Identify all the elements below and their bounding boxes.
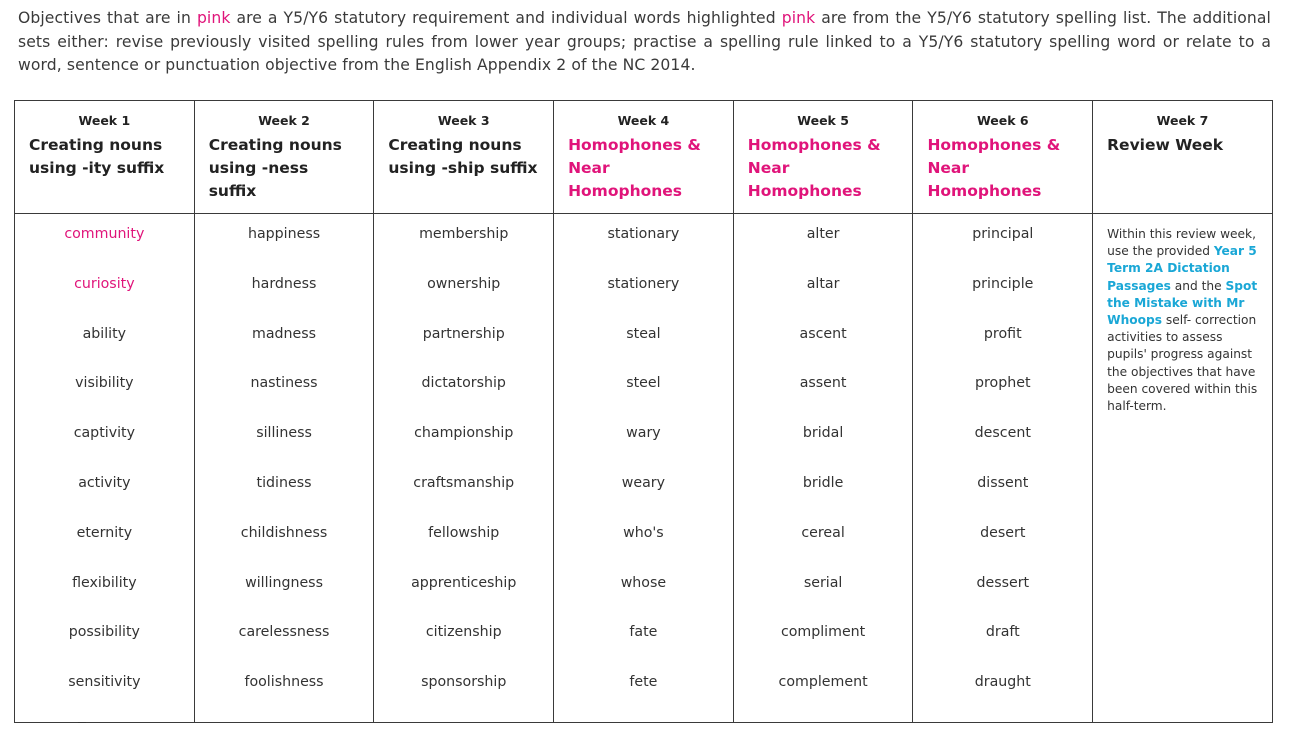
intro-text-2: are a Y5/Y6 statutory requirement and individual words highlighted bbox=[230, 9, 782, 27]
spelling-word: draft bbox=[985, 624, 1020, 641]
spelling-word: desert bbox=[980, 524, 1026, 541]
spot-the-mistake-link[interactable]: Spot the Mistake with Mr Whoops bbox=[1107, 278, 1258, 328]
spelling-word: hardness bbox=[251, 275, 317, 292]
review-week-instructions bbox=[1093, 214, 1273, 723]
header-row bbox=[15, 101, 1273, 214]
spelling-word: bridal bbox=[802, 425, 844, 442]
spelling-word: community bbox=[64, 226, 145, 242]
week-title-line-2: using -ness suffix bbox=[208, 159, 309, 200]
spelling-word: wary bbox=[626, 425, 661, 442]
spelling-word: madness bbox=[252, 325, 317, 342]
spelling-word: principal bbox=[972, 226, 1034, 242]
spelling-word: activity bbox=[78, 474, 131, 491]
week-header-6 bbox=[913, 101, 1093, 214]
spelling-word: sponsorship bbox=[421, 674, 507, 691]
spelling-word: apprenticeship bbox=[411, 574, 517, 591]
spelling-word: bridle bbox=[802, 474, 844, 491]
week-title-line-1: Homophones & bbox=[747, 136, 881, 154]
week-title-line-2: using -ship suffix bbox=[388, 159, 538, 177]
spelling-word: flexibility bbox=[72, 574, 137, 591]
spelling-word: steal bbox=[626, 325, 661, 342]
spelling-word: happiness bbox=[247, 226, 321, 242]
spelling-word: fate bbox=[629, 624, 658, 641]
spelling-word: ownership bbox=[427, 275, 501, 292]
week-header-4 bbox=[554, 101, 734, 214]
week-number: Week 4 bbox=[617, 113, 670, 128]
review-text-1: Within this review week, use the provided bbox=[1107, 227, 1256, 259]
spelling-word: carelessness bbox=[238, 624, 330, 641]
week-header-2 bbox=[194, 101, 374, 214]
review-text-3: self- correction activities to assess pupils' progress against the objectives that have been covered within this half-term. bbox=[1107, 313, 1258, 414]
intro-text-1: Objectives that are in bbox=[18, 9, 197, 27]
spelling-word: nastiness bbox=[250, 375, 318, 392]
week-number: Week 3 bbox=[437, 113, 490, 128]
spelling-word: craftsmanship bbox=[413, 474, 515, 491]
spelling-word: assent bbox=[799, 375, 847, 392]
spelling-word: sensitivity bbox=[68, 674, 141, 691]
spelling-word: stationery bbox=[607, 275, 680, 292]
spelling-word: silliness bbox=[256, 425, 312, 442]
dictation-passages-link[interactable]: Year 5 Term 2A Dictation Passages bbox=[1107, 244, 1257, 293]
spelling-word: partnership bbox=[422, 325, 505, 342]
word-list-week-2 bbox=[194, 214, 374, 723]
spelling-word: weary bbox=[621, 474, 666, 491]
week-number: Week 1 bbox=[78, 113, 131, 128]
spelling-word: dissent bbox=[977, 474, 1029, 491]
week-title-line-1: Creating nouns bbox=[208, 136, 342, 154]
spelling-word: complement bbox=[778, 674, 868, 691]
spelling-word: possibility bbox=[68, 624, 140, 641]
spelling-word: whose bbox=[620, 574, 667, 591]
week-title-line-1: Homophones & bbox=[568, 136, 701, 154]
week-title: Review Week bbox=[1107, 136, 1224, 154]
week-title-line-1: Homophones & bbox=[927, 136, 1061, 154]
spelling-word: fete bbox=[629, 674, 658, 691]
week-number: Week 6 bbox=[976, 113, 1029, 128]
spelling-word: steel bbox=[626, 375, 661, 392]
spelling-word: draught bbox=[974, 674, 1031, 691]
word-list-week-3 bbox=[374, 214, 554, 723]
week-header-1 bbox=[15, 101, 195, 214]
spelling-word: profit bbox=[983, 325, 1022, 342]
spelling-word: descent bbox=[974, 425, 1031, 442]
week-title-line-2: Near Homophones bbox=[927, 159, 1042, 200]
review-text-2: and the bbox=[1170, 278, 1226, 293]
spelling-word: captivity bbox=[73, 425, 135, 442]
words-row bbox=[15, 214, 1273, 723]
spelling-word: principle bbox=[972, 275, 1034, 292]
spelling-word: childishness bbox=[240, 524, 328, 541]
week-title-line-2: using -ity suffix bbox=[29, 159, 165, 177]
spelling-word: dictatorship bbox=[421, 375, 506, 392]
week-number: Week 7 bbox=[1156, 113, 1209, 128]
spelling-word: ability bbox=[82, 325, 127, 342]
spelling-word: prophet bbox=[975, 375, 1031, 392]
page-edge-mark bbox=[78, 722, 86, 726]
spelling-word: fellowship bbox=[428, 524, 500, 541]
spelling-word: compliment bbox=[780, 624, 866, 641]
week-title-line-1: Creating nouns bbox=[29, 136, 163, 154]
spelling-word: serial bbox=[803, 574, 843, 591]
spelling-word: altar bbox=[806, 275, 840, 292]
spelling-word: who's bbox=[623, 524, 664, 541]
intro-pink-1: pink bbox=[196, 9, 231, 27]
spelling-word: stationary bbox=[607, 226, 680, 242]
spelling-word: membership bbox=[419, 226, 509, 242]
week-title-line-1: Creating nouns bbox=[388, 136, 522, 154]
week-title-line-2: Near Homophones bbox=[568, 159, 683, 200]
spelling-word: citizenship bbox=[425, 624, 502, 641]
intro-paragraph bbox=[18, 7, 1271, 78]
word-list-week-1 bbox=[15, 214, 195, 723]
week-header-5 bbox=[733, 101, 913, 214]
spelling-word: ascent bbox=[799, 325, 847, 342]
word-list-week-6 bbox=[913, 214, 1093, 723]
week-title-line-2: Near Homophones bbox=[747, 159, 862, 200]
word-list-week-5 bbox=[733, 214, 913, 723]
spelling-word: alter bbox=[806, 226, 840, 242]
spelling-word: visibility bbox=[75, 375, 134, 392]
spelling-word: championship bbox=[414, 425, 514, 442]
week-number: Week 2 bbox=[258, 113, 310, 128]
spelling-word: foolishness bbox=[244, 674, 324, 691]
spelling-word: dessert bbox=[976, 574, 1030, 591]
spelling-word: willingness bbox=[245, 574, 323, 591]
intro-text-3: are from the Y5/Y6 statutory spelling list. The additional sets either: revise previously visited spelling rules from lower year groups; practise a spelling rule linked to a Y5/Y6 statutory spelling word or relate to a word, sentence or punctuation objective from the English Appendix 2 of the NC 2014. bbox=[18, 9, 1271, 74]
spelling-word: eternity bbox=[76, 524, 133, 541]
spelling-table bbox=[14, 100, 1273, 723]
week-header-7 bbox=[1093, 101, 1273, 214]
spelling-word: curiosity bbox=[74, 275, 135, 292]
intro-pink-2: pink bbox=[781, 9, 816, 27]
week-number: Week 5 bbox=[797, 113, 849, 128]
week-header-3 bbox=[374, 101, 554, 214]
spelling-word: cereal bbox=[801, 524, 845, 541]
spelling-word: tidiness bbox=[256, 474, 312, 491]
word-list-week-4 bbox=[554, 214, 734, 723]
